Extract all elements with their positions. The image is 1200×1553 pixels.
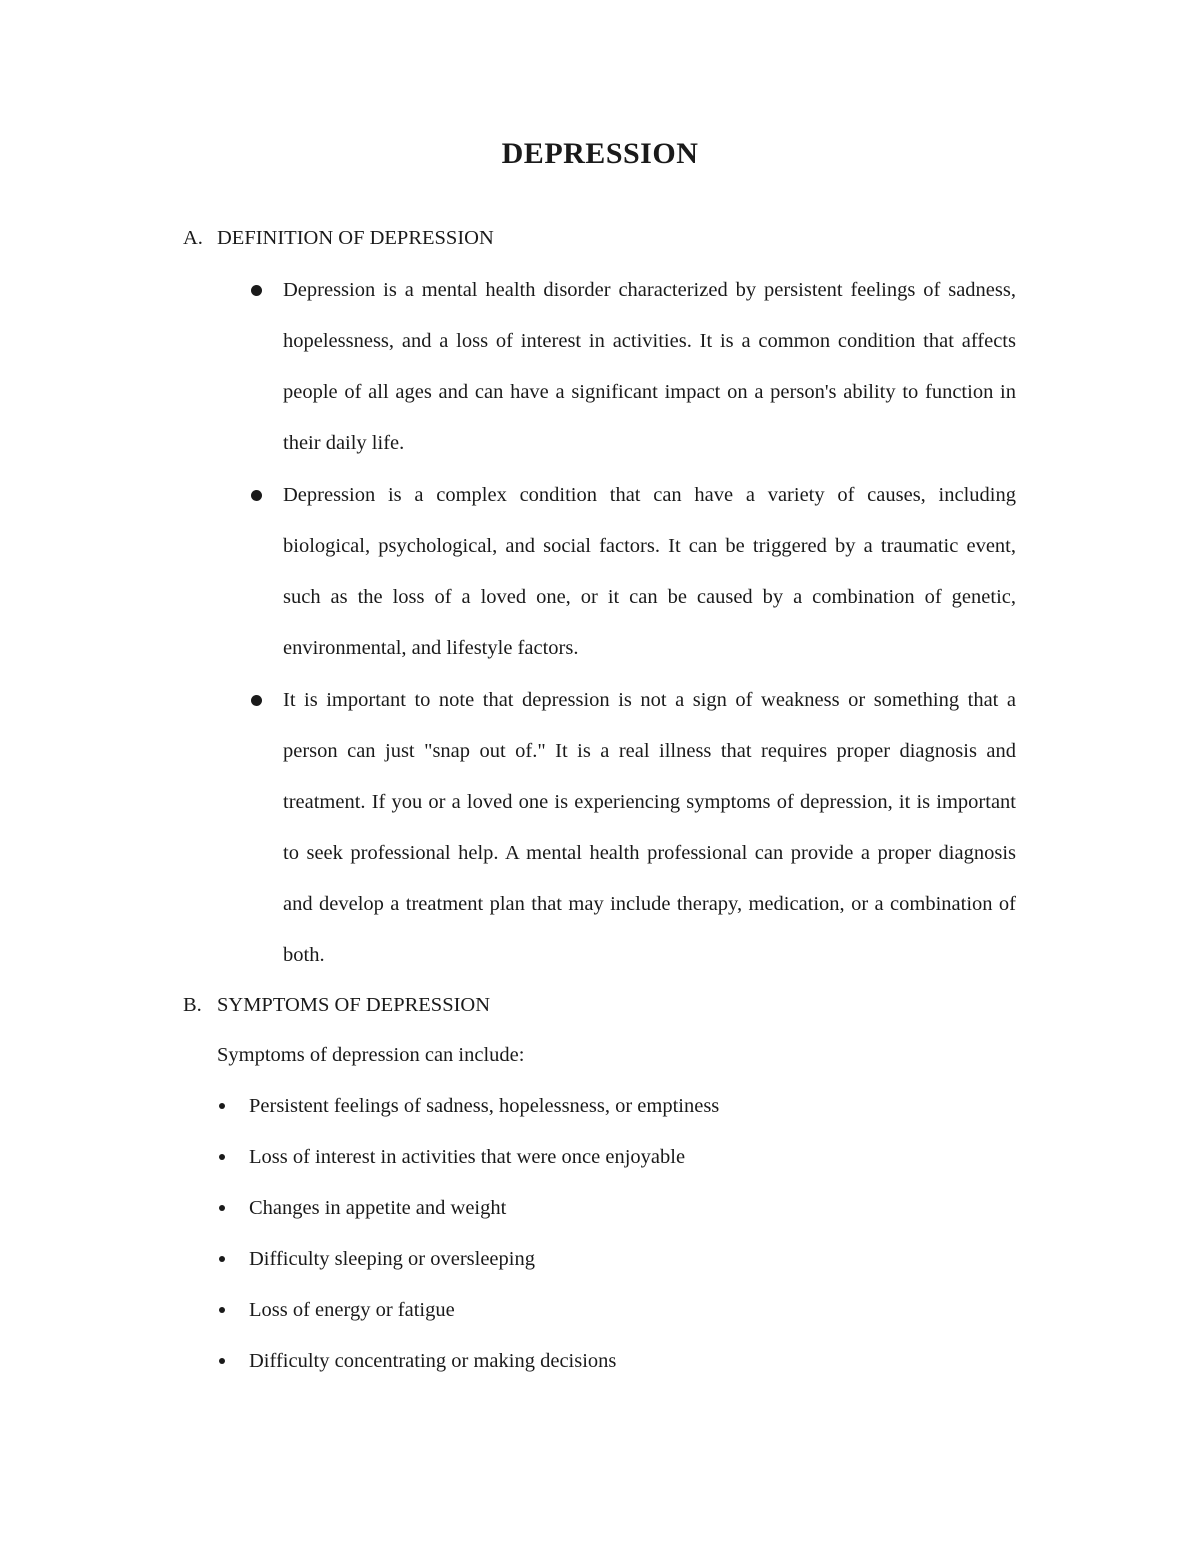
symptom-text: Changes in appetite and weight [249, 1197, 507, 1219]
symptoms-intro: Symptoms of depression can include: [217, 1044, 525, 1066]
symptom-text: Loss of energy or fatigue [249, 1299, 455, 1321]
symptom-text: Persistent feelings of sadness, hopelessness, or emptiness [249, 1095, 720, 1117]
list-item [0, 1091, 1200, 1142]
bullet-dot-icon [219, 1103, 225, 1109]
bullet-dot-icon [219, 1358, 225, 1364]
list-item [0, 1295, 1200, 1346]
document-title: DEPRESSION [501, 137, 699, 170]
bullet-dot-icon [219, 1154, 225, 1160]
symptom-text: Loss of interest in activities that were once enjoyable [249, 1146, 686, 1168]
list-item [0, 1193, 1200, 1244]
bullet-dot-icon [219, 1307, 225, 1313]
bullet-dot-icon [219, 1205, 225, 1211]
definition-bullet-1: Depression is a mental health disorder characterized by persistent feelings of sadness, hopelessness, and a loss of interest in activities. It is a common condition that affects people of all ages and can have a significant impact on a person's ability to function in their daily life. [283, 279, 1016, 454]
definition-bullet-2: Depression is a complex condition that can have a variety of causes, including biological, psychological, and social factors. It can be triggered by a traumatic event, such as the loss of a loved one, or it can be caused by a combination of genetic, environmental, and lifestyle factors. [283, 484, 1016, 659]
bullet-dot-icon [251, 695, 262, 706]
list-item [0, 1244, 1200, 1295]
bullet-dot-icon [251, 490, 262, 501]
list-item [0, 1346, 1200, 1397]
section-b-letter: B. [183, 994, 202, 1016]
symptom-text: Difficulty concentrating or making decisions [249, 1350, 617, 1372]
section-a-heading [183, 223, 494, 253]
section-a-letter: A. [183, 227, 203, 249]
section-b-heading [183, 990, 490, 1020]
section-a-title: DEFINITION OF DEPRESSION [217, 227, 494, 249]
bullet-dot-icon [251, 285, 262, 296]
symptom-text: Difficulty sleeping or oversleeping [249, 1248, 535, 1270]
symptoms-list [0, 1091, 1200, 1397]
list-item [0, 1142, 1200, 1193]
definition-bullet-3: It is important to note that depression is not a sign of weakness or something that a person can just "snap out of." It is a real illness that requires proper diagnosis and treatment. If you or a loved one is experiencing symptoms of depression, it is important to seek professional help. A mental health professional can provide a proper diagnosis and develop a treatment plan that may include therapy, medication, or a combination of both. [283, 689, 1016, 966]
bullet-dot-icon [219, 1256, 225, 1262]
section-b-title: SYMPTOMS OF DEPRESSION [217, 994, 491, 1016]
